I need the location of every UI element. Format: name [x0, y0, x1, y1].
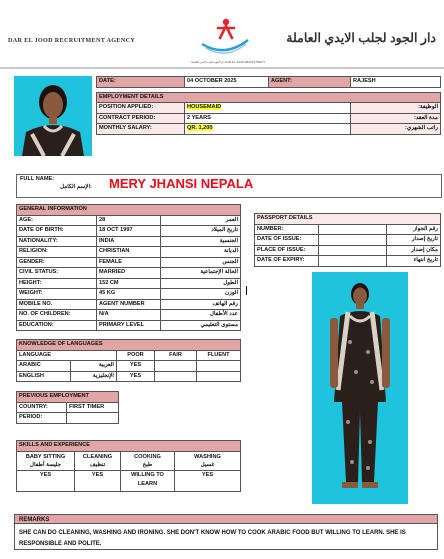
agency-name-en: DAR EL JOOD RECRUITMENT AGENCY [8, 37, 136, 44]
cooking-header [121, 451, 175, 470]
cooking-header-ar: طبخ [142, 461, 153, 468]
previous-employment-table [16, 391, 119, 424]
age-value: 28 [97, 215, 161, 226]
religion-label: RELIGION: [17, 247, 97, 258]
dob-label-ar: تاريخ الميلاد [161, 226, 241, 237]
language-fair [155, 361, 197, 372]
skills-table [16, 440, 241, 492]
babysitting-header-en: BABY SITTING [25, 453, 66, 460]
table-row [17, 413, 119, 424]
age-label-ar: العمر [161, 215, 241, 226]
dob-label: DATE OF BIRTH: [17, 226, 97, 237]
logo-caption: دار الجود لجلب الايدي العاملة DAR EL JOOD RECRUITMENT [191, 60, 265, 64]
passport-number-value [319, 224, 387, 235]
passport-number-label: NUMBER: [255, 224, 319, 235]
header-divider [0, 67, 444, 69]
cooking-value: WILLING TO LEARN [121, 470, 175, 491]
top-info-table [96, 76, 441, 135]
passport-details-table [254, 213, 441, 267]
period-value [67, 413, 119, 424]
language-poor: YES [117, 371, 155, 382]
education-label: EDUCATION: [17, 320, 97, 331]
salary-label: MONTHLY SALARY: [97, 124, 185, 135]
language-fair [155, 371, 197, 382]
children-value: N/A [97, 310, 161, 321]
gender-value: FEMALE [97, 257, 161, 268]
table-row [17, 257, 241, 268]
mobile-label-ar: رقم الهاتف [161, 299, 241, 310]
gender-label-ar: الجنس [161, 257, 241, 268]
language-poor: YES [117, 361, 155, 372]
general-information-table [16, 204, 241, 331]
dob-value: 18 OCT 1997 [97, 226, 161, 237]
washing-header-ar: غسيل [200, 461, 215, 468]
table-row [17, 278, 241, 289]
table-row [255, 224, 441, 235]
nationality-label-ar: الجنسية [161, 236, 241, 247]
position-label-ar: الوظيفة: [351, 103, 441, 114]
issue-date-label: DATE OF ISSUE: [255, 235, 319, 246]
country-value: FIRST TIMER [67, 402, 119, 413]
issue-date-label-ar: تاريخ إصدار [387, 235, 441, 246]
salary-label-ar: راتب الشهري: [351, 124, 441, 135]
civil-status-value: MARRIED [97, 268, 161, 279]
table-row [17, 320, 241, 331]
salary-value: QR. 1,200 [187, 125, 213, 132]
height-label: HEIGHT: [17, 278, 97, 289]
position-value-cell [185, 103, 351, 114]
language-column-header: LANGUAGE [17, 350, 117, 361]
table-row [255, 235, 441, 246]
cleaning-header-en: CLEANING [82, 453, 113, 460]
agency-name-ar: دار الجود لجلب الايدي العاملة [286, 31, 436, 45]
position-label: POSITION APPLIED: [97, 103, 185, 114]
table-row [17, 247, 241, 258]
cleaning-value: YES [75, 470, 121, 491]
table-row [17, 299, 241, 310]
education-label-ar: مستوى التعليمي [161, 320, 241, 331]
language-fluent [197, 361, 241, 372]
children-label: NO. OF CHILDREN: [17, 310, 97, 321]
cooking-header-en: COOKING [134, 453, 161, 460]
expiry-date-label: DATE OF EXPIRY: [255, 256, 319, 267]
table-row [17, 289, 241, 300]
salary-value-cell [185, 124, 351, 135]
mobile-label: MOBILE NO. [17, 299, 97, 310]
applicant-portrait-photo [14, 76, 92, 156]
table-row [255, 245, 441, 256]
date-value: 04 OCTOBER 2025 [185, 77, 269, 88]
washing-header-en: WASHING [194, 453, 221, 460]
washing-value: YES [175, 470, 241, 491]
table-row [17, 215, 241, 226]
table-row [17, 310, 241, 321]
previous-employment-heading: PREVIOUS EMPLOYMENT [17, 392, 119, 403]
agent-value: RAJESH [351, 77, 441, 88]
expiry-date-label-ar: تاريخ انتهاء [387, 256, 441, 267]
table-row [255, 256, 441, 267]
languages-table [16, 339, 241, 382]
issue-place-value [319, 245, 387, 256]
civil-status-label: CIVIL STATUS: [17, 268, 97, 279]
babysitting-value: YES [17, 470, 75, 491]
cleaning-header-ar: تنظيف [89, 461, 106, 468]
height-label-ar: الطول [161, 278, 241, 289]
fair-column-header: FAIR [155, 350, 197, 361]
contract-label: CONTRACT PERIOD: [97, 113, 185, 124]
position-value: HOUSEMAID [187, 104, 222, 111]
weight-label-ar: الوزن [161, 289, 241, 300]
washing-header [175, 451, 241, 470]
weight-label: WEIGHT: [17, 289, 97, 300]
agent-label: AGENT: [269, 77, 351, 88]
general-information-heading: GENERAL INFORMATION [17, 205, 241, 216]
babysitting-header [17, 451, 75, 470]
fluent-column-header: FLUENT [197, 350, 241, 361]
applicant-full-body-photo [312, 272, 408, 504]
weight-value: 45 KG [97, 289, 161, 300]
gender-label: GENDER: [17, 257, 97, 268]
language-name-ar: العربية [71, 361, 117, 372]
languages-heading: KNOWLEDGE OF LANGUAGES [17, 340, 241, 351]
cleaning-header [75, 451, 121, 470]
contract-label-ar: مدة العقد: [351, 113, 441, 124]
country-label: COUNTRY: [17, 402, 67, 413]
language-name: ENGLISH [17, 371, 71, 382]
issue-date-value [319, 235, 387, 246]
nationality-value: INDIA [97, 236, 161, 247]
education-value: PRIMARY LEVEL [97, 320, 161, 331]
civil-status-label-ar: الحالة الإجتماعية [161, 268, 241, 279]
table-row [17, 361, 241, 372]
passport-number-label-ar: رقم الجواز [387, 224, 441, 235]
date-label: DATE: [97, 77, 185, 88]
skills-heading: SKILLS AND EXPERIENCE [17, 441, 241, 452]
table-row [17, 371, 241, 382]
language-name-ar: الإنجليزية [71, 371, 117, 382]
passport-details-heading: PASSPORT DETAILS [255, 214, 441, 225]
issue-place-label-ar: مكان إصدار [387, 245, 441, 256]
religion-label-ar: الديانة [161, 247, 241, 258]
table-row [17, 236, 241, 247]
remarks-text: SHE CAN DO CLEANING, WASHING AND IRONING. SHE DON'T KNOW HOW TO COOK ARABIC FOOD BUT WILLING TO LEARN. SHE IS RESPONSIBLE AND POLITE. [14, 524, 438, 550]
religion-value: CHRISTIAN [97, 247, 161, 258]
full-name-value: MERY JHANSI NEPALA [109, 176, 254, 191]
table-row [17, 268, 241, 279]
full-name-label-ar: الإسم الكامل: [60, 184, 92, 190]
nationality-label: NATIONALITY: [17, 236, 97, 247]
expiry-date-value [319, 256, 387, 267]
agency-logo [196, 14, 254, 60]
poor-column-header: POOR [117, 350, 155, 361]
language-name: ARABIC [17, 361, 71, 372]
table-row [17, 402, 119, 413]
issue-place-label: PLACE OF ISSUE: [255, 245, 319, 256]
employment-details-heading: EMPLOYMENT DETAILS [97, 92, 441, 103]
full-name-label: FULL NAME: [20, 176, 55, 182]
height-value: 152 CM [97, 278, 161, 289]
table-row [17, 226, 241, 237]
mobile-value: AGENT NUMBER [97, 299, 161, 310]
children-label-ar: عدد الأطفال [161, 310, 241, 321]
babysitting-header-ar: جليسة أطفال [29, 461, 62, 468]
text-cursor [246, 286, 247, 295]
age-label: AGE: [17, 215, 97, 226]
remarks-heading: REMARKS [14, 514, 438, 524]
contract-value: 2 YEARS [185, 113, 351, 124]
period-label: PERIOD: [17, 413, 67, 424]
language-fluent [197, 371, 241, 382]
